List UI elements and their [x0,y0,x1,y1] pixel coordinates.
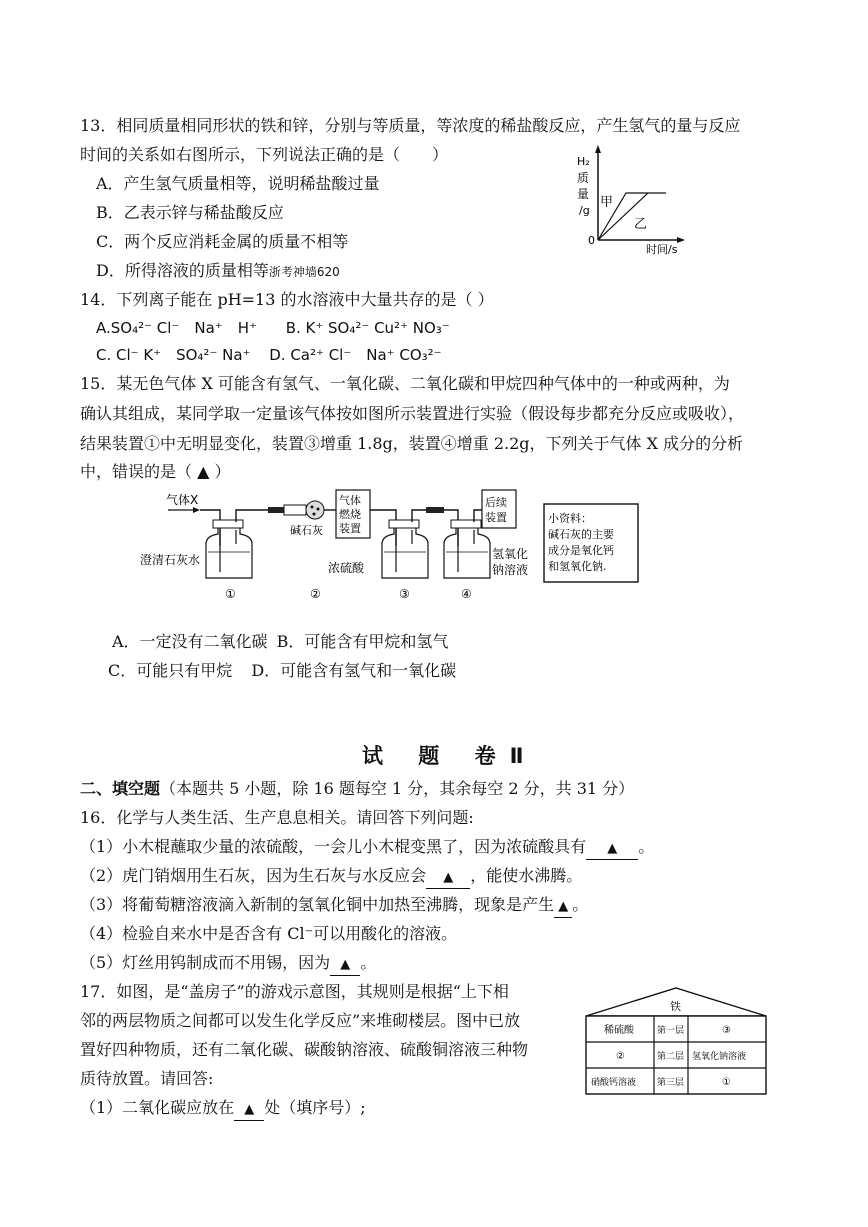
house-r3-mid: 第三层 [657,1078,685,1088]
note-line-4: 和氢氧化钠. [548,560,607,573]
section-title: 试 题 卷Ⅱ [362,744,538,768]
q13-option-d [96,261,340,282]
gas-arrow-head [193,507,200,513]
q15-options-row1 [112,632,448,652]
bottle-4 [444,520,490,578]
q16-blank-1[interactable]: ▲ [586,839,638,860]
num-3: ③ [399,587,410,601]
watermark-text: 浙考神墙620 [268,265,340,279]
q16-part-2-end: ，能使水沸腾。 [470,866,583,885]
bottle-1 [206,520,252,578]
graph-label-yi: 乙 [634,217,648,232]
bottle-4-label-1: 氢氧化 [492,547,529,561]
graph-ylabel-1: 质 [577,171,590,185]
q15-line3: 结果装置①中无明显变化，装置③增重 1.8g，装置④增重 2.2g，下列关于气体 X 成分的分析 [80,434,744,453]
q17-part-1 [80,1098,366,1121]
q16-blank-5[interactable]: ▲ [330,955,360,976]
section-heading-bold: 二、填空题 [80,779,161,798]
graph-xlabel: 时间/s [646,243,678,255]
q15-option-b: B．可能含有甲烷和氢气 [276,632,449,651]
q15-apparatus-diagram [140,486,660,604]
follow-box-1: 后续 [485,496,507,509]
q16-part-1-end: 。 [638,837,655,856]
num-1: ① [225,587,236,601]
q16-part-5-end: 。 [360,953,377,972]
soda-lime-label: 碱石灰 [290,524,323,537]
note-line-2: 碱石灰的主要 [548,528,614,541]
note-line-1: 小资料： [548,512,592,525]
q16-part-5-text: （5）灯丝用钨制成而不用锡，因为 [80,953,331,972]
q17-house-diagram [582,986,770,1098]
gas-x-label: 气体X [166,493,199,507]
graph-label-jia: 甲 [600,195,614,210]
q14-option-c: C. Cl⁻ K⁺ SO₄²⁻ Na⁺ [96,346,251,364]
q14-row1 [96,318,450,338]
house-r1-mid: 第一层 [657,1026,685,1036]
q15-option-a: A．一定没有二氧化碳 [112,632,268,651]
q13-option-b: B．乙表示锌与稀盐酸反应 [96,203,284,222]
section-heading-rest: （本题共 5 小题，除 16 题每空 1 分，其余每空 2 分，共 31 分） [160,779,635,798]
burn-box-2: 燃烧 [339,508,361,521]
q16-part-4: （4）检验自来水中是否含有 Cl⁻可以用酸化的溶液。 [80,924,458,943]
graph-x-arrow [677,237,685,243]
section-heading [80,779,634,799]
q16-part-2 [80,866,582,889]
q16-blank-2[interactable]: ▲ [426,868,470,889]
q15-line2: 确认其组成，某同学取一定量该气体按如图所示装置进行实验（假设每步都充分反应或吸收）， [80,404,745,423]
q14-option-a: A.SO₄²⁻ Cl⁻ Na⁺ H⁺ [96,319,257,337]
house-r1-right: ③ [722,1025,731,1036]
q16-part-3 [80,895,588,918]
q14-row2 [96,345,442,365]
q16-part-5 [80,953,376,976]
q16-part-3-end: 。 [572,895,589,914]
house-r2-mid: 第二层 [657,1052,685,1062]
q16-part-3-text: （3）将葡萄糖溶液滴入新制的氢氧化铜中加热至沸腾，现象是产生 [80,895,555,914]
graph-origin: 0 [588,234,595,247]
graph-ylabel-2: 量 [577,187,590,201]
q16-part-2-text: （2）虎门销烟用生石灰，因为生石灰与水反应会 [80,866,427,885]
q15-options-row2 [108,661,456,681]
q16-stem: 16．化学与人类生活、生产息息相关。请回答下列问题: [80,808,474,827]
q16-part-1 [80,837,654,860]
q15-option-c: C．可能只有甲烷 [108,661,233,680]
house-r2-right: 氢氧化钠溶液 [692,1052,747,1062]
graph-ylabel-3: /g [579,204,590,217]
q13-stem-line1: 13．相同质量相同形状的铁和锌，分别与等质量，等浓度的稀盐酸反应，产生氢气的量与反应 [80,116,741,135]
q15-line4: 中，错误的是（ ▲ ） [80,462,231,481]
graph-ylabel-top: H₂ [577,155,590,168]
bottle-1-label: 澄清石灰水 [140,553,201,567]
note-line-3: 成分是氧化钙 [548,544,614,557]
q17-line1: 17．如图，是“盖房子”的游戏示意图，其规则是根据“上下相 [80,982,509,1001]
q17-blank-1[interactable]: ▲ [234,1100,264,1121]
q17-line4: 质待放置。请回答: [80,1069,214,1088]
burn-box-3: 装置 [339,522,361,535]
num-2: ② [310,587,321,601]
q16-blank-3[interactable]: ▲ [554,897,572,918]
bottle-4-label-2: 钠溶液 [492,563,529,577]
q13-option-a: A．产生氢气质量相等，说明稀盐酸过量 [96,174,380,193]
house-r1-left: 稀硫酸 [604,1025,634,1036]
q14-stem: 14．下列离子能在 pH=13 的水溶液中大量共存的是（ ） [80,290,494,309]
tube-3-4-joint [426,507,444,513]
q13-graph [568,140,688,255]
graph-y-arrow [595,145,601,153]
q15-line1: 15．某无色气体 X 可能含有氢气、一氧化碳、二氧化碳和甲烷四种气体中的一种或两种，为 [80,374,730,393]
q17-line3: 置好四种物质，还有二氧化碳、碳酸钠溶液、硫酸铜溶液三种物 [80,1040,529,1059]
house-r3-right: ① [722,1077,731,1088]
q16-part-1-text: （1）小木棍蘸取少量的浓硫酸，一会儿小木棍变黑了，因为浓硫酸具有 [80,837,587,856]
q17-part-1-text: （1）二氧化碳应放在 [80,1098,235,1117]
house-r3-left: 硝酸钙溶液 [591,1078,637,1088]
q13-option-c: C．两个反应消耗金属的质量不相等 [96,232,349,251]
follow-box-2: 装置 [485,511,507,524]
num-4: ④ [461,587,472,601]
house-roof-label: 铁 [670,1000,681,1013]
q17-line2: 邻的两层物质之间都可以发生化学反应”来堆砌楼层。图中已放 [80,1011,521,1030]
house-r2-left: ② [616,1051,625,1062]
q14-option-b: B. K⁺ SO₄²⁻ Cu²⁺ NO₃⁻ [285,319,450,337]
q13-stem-line2: 时间的关系如右图所示，下列说法正确的是（ ） [80,145,449,164]
q14-option-d: D. Ca²⁺ Cl⁻ Na⁺ CO₃²⁻ [269,346,442,364]
burn-box-1: 气体 [339,494,361,507]
q17-part-1-end: 处（填序号）; [264,1098,366,1117]
bottle-3 [382,520,428,578]
q13-option-d-text: D．所得溶液的质量相等 [96,261,269,280]
bottle-3-label: 浓硫酸 [328,561,365,575]
q15-option-d: D．可能含有氢气和一氧化碳 [251,661,457,680]
soda-lime-tube [268,501,336,519]
